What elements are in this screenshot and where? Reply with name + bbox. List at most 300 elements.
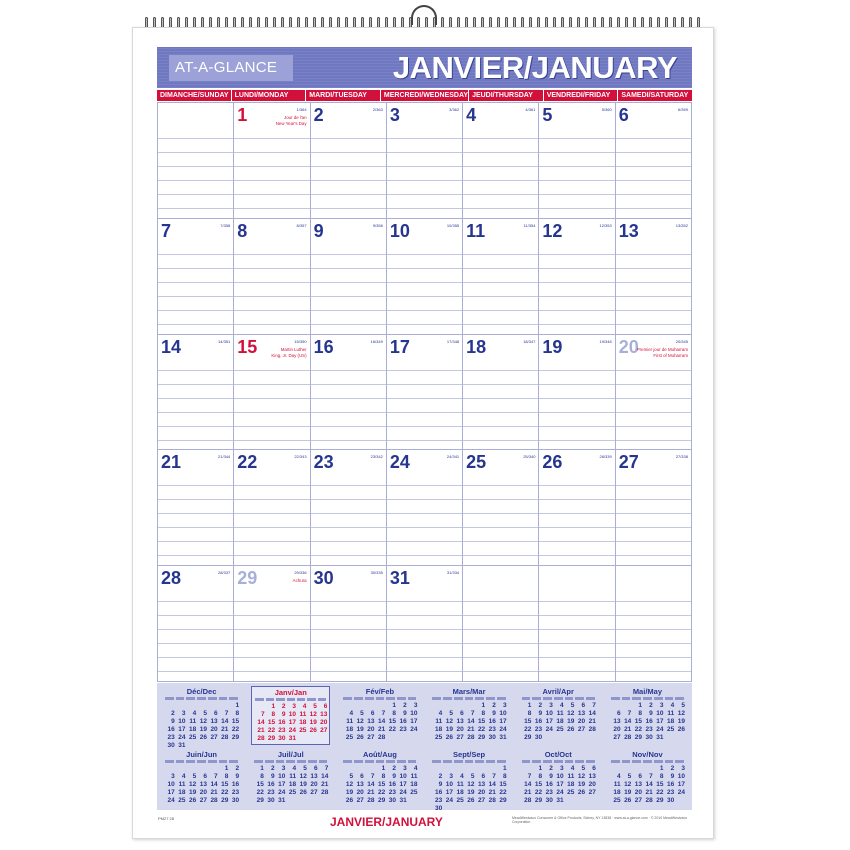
mini-day: 2 bbox=[392, 765, 396, 772]
mini-day: 26 bbox=[677, 726, 685, 733]
weekday-header: MARDI/TUESDAY bbox=[306, 90, 380, 101]
day-cell[interactable] bbox=[158, 103, 234, 219]
day-number: 16 bbox=[313, 336, 334, 357]
mini-day: 23 bbox=[545, 789, 553, 796]
mini-day: 6 bbox=[313, 765, 318, 772]
day-cell[interactable] bbox=[311, 335, 387, 451]
day-cell[interactable] bbox=[463, 566, 539, 682]
mini-day: 10 bbox=[677, 773, 685, 780]
mini-day: 3 bbox=[503, 702, 507, 709]
mini-day: 24 bbox=[499, 726, 507, 733]
mini-day: 22 bbox=[477, 726, 486, 733]
mini-day: 17 bbox=[288, 719, 296, 726]
mini-day: 6 bbox=[638, 773, 643, 780]
day-of-year: 24/341 bbox=[446, 454, 460, 460]
mini-day: 14 bbox=[221, 718, 229, 725]
mini-day: 24 bbox=[288, 727, 296, 734]
mini-day: 13 bbox=[477, 781, 486, 788]
day-cell[interactable] bbox=[539, 103, 615, 219]
mini-day: 20 bbox=[588, 781, 596, 788]
mini-day: 25 bbox=[288, 789, 297, 796]
weekday-header: VENDREDI/FRIDAY bbox=[544, 90, 618, 101]
mini-day: 23 bbox=[434, 797, 443, 804]
mini-day: 7 bbox=[214, 773, 218, 780]
mini-day: 14 bbox=[524, 781, 532, 788]
day-cell[interactable] bbox=[463, 103, 539, 219]
mini-day: 7 bbox=[649, 773, 653, 780]
mini-day: 28 bbox=[321, 789, 329, 796]
mini-day: 30 bbox=[267, 797, 275, 804]
day-of-year: 18/347 bbox=[523, 338, 536, 344]
day-cell[interactable] bbox=[539, 566, 615, 682]
mini-day: 3 bbox=[171, 773, 175, 780]
mini-month bbox=[162, 749, 241, 808]
day-number: 12 bbox=[542, 220, 563, 241]
mini-day: 28 bbox=[221, 734, 229, 741]
mini-day: 27 bbox=[320, 727, 328, 734]
mini-day: 17 bbox=[178, 726, 186, 733]
day-of-year: 23/342 bbox=[370, 454, 383, 460]
day-of-year: 16/349 bbox=[370, 338, 383, 344]
mini-day: 11 bbox=[410, 773, 418, 780]
mini-day: 26 bbox=[577, 789, 586, 796]
mini-day: 20 bbox=[577, 718, 586, 725]
mini-month-name: Nov/Nov bbox=[632, 750, 663, 759]
day-cell[interactable] bbox=[387, 450, 463, 566]
mini-day: 22 bbox=[634, 726, 643, 733]
mini-day: 6 bbox=[581, 702, 586, 709]
day-of-year: 19/346 bbox=[599, 338, 612, 344]
day-number: 19 bbox=[542, 336, 563, 357]
mini-month bbox=[429, 749, 508, 812]
day-of-year: 13/352 bbox=[675, 222, 688, 228]
day-of-year: 11/354 bbox=[523, 222, 536, 228]
mini-day: 16 bbox=[167, 726, 175, 733]
mini-day: 18 bbox=[667, 718, 675, 725]
mini-day: 11 bbox=[613, 781, 621, 788]
mini-day: 27 bbox=[310, 789, 318, 796]
mini-day: 2 bbox=[271, 765, 275, 772]
mini-day: 19 bbox=[467, 789, 475, 796]
holiday-note: Achura bbox=[292, 578, 307, 584]
mini-day: 12 bbox=[356, 718, 364, 725]
mini-day: 3 bbox=[659, 702, 664, 709]
mini-day: 2 bbox=[649, 702, 653, 709]
mini-day: 6 bbox=[360, 773, 364, 780]
mini-day: 7 bbox=[324, 765, 329, 772]
footer-month-title: JANVIER/JANUARY bbox=[330, 815, 443, 829]
mini-day: 21 bbox=[624, 726, 632, 733]
month-grid bbox=[157, 102, 692, 682]
mini-day: 15 bbox=[388, 718, 396, 725]
mini-day: 10 bbox=[399, 773, 407, 780]
mini-day: 4 bbox=[616, 773, 621, 780]
mini-day: 31 bbox=[656, 734, 664, 741]
day-of-year: 26/339 bbox=[599, 454, 612, 460]
mini-day: 11 bbox=[667, 710, 675, 717]
mini-day: 19 bbox=[624, 789, 632, 796]
mini-day: 22 bbox=[534, 789, 543, 796]
mini-day: 12 bbox=[345, 781, 354, 788]
day-number: 26 bbox=[542, 452, 563, 473]
mini-weekday-bar bbox=[431, 697, 506, 701]
day-number: 28 bbox=[161, 568, 182, 589]
mini-day: 24 bbox=[556, 789, 564, 796]
mini-day: 20 bbox=[320, 719, 328, 726]
mini-month bbox=[519, 686, 598, 745]
mini-day: 13 bbox=[199, 781, 207, 788]
day-cell[interactable] bbox=[463, 219, 539, 335]
mini-day: 14 bbox=[321, 773, 329, 780]
mini-day: 25 bbox=[299, 727, 307, 734]
day-cell[interactable] bbox=[234, 566, 310, 682]
mini-day: 14 bbox=[257, 719, 265, 726]
day-cell[interactable] bbox=[158, 566, 234, 682]
mini-calendars-panel bbox=[157, 683, 692, 810]
day-of-year: 28/337 bbox=[218, 570, 231, 576]
mini-day: 12 bbox=[567, 710, 575, 717]
mini-day: 6 bbox=[370, 710, 375, 717]
mini-day: 10 bbox=[656, 710, 664, 717]
mini-month-name: Août/Aug bbox=[363, 750, 397, 759]
mini-day: 26 bbox=[356, 734, 364, 741]
day-of-year: 14/351 bbox=[218, 338, 231, 344]
mini-day: 4 bbox=[559, 702, 564, 709]
day-number: 22 bbox=[237, 452, 258, 473]
mini-day: 1 bbox=[381, 765, 386, 772]
day-cell[interactable] bbox=[387, 566, 463, 682]
mini-month bbox=[608, 686, 687, 745]
day-cell[interactable] bbox=[616, 566, 692, 682]
mini-day: 20 bbox=[310, 781, 318, 788]
mini-day: 6 bbox=[323, 703, 328, 710]
mini-day: 26 bbox=[467, 797, 475, 804]
mini-day: 20 bbox=[634, 789, 643, 796]
day-cell[interactable] bbox=[158, 450, 234, 566]
mini-day: 22 bbox=[524, 726, 532, 733]
mini-day: 27 bbox=[634, 797, 643, 804]
mini-month bbox=[251, 749, 330, 808]
mini-day: 30 bbox=[645, 734, 653, 741]
mini-day: 9 bbox=[281, 711, 286, 718]
day-number: 6 bbox=[618, 105, 629, 125]
day-cell[interactable] bbox=[387, 335, 463, 451]
day-number: 30 bbox=[313, 568, 334, 589]
mini-day: 5 bbox=[303, 765, 307, 772]
day-number: 9 bbox=[313, 220, 324, 241]
day-of-year: 9/356 bbox=[372, 222, 383, 228]
mini-day: 26 bbox=[345, 797, 354, 804]
mini-day: 27 bbox=[367, 734, 375, 741]
mini-day: 10 bbox=[545, 710, 553, 717]
mini-weekday-bar bbox=[164, 760, 239, 764]
mini-day: 5 bbox=[360, 710, 364, 717]
mini-day: 18 bbox=[410, 781, 418, 788]
mini-day: 1 bbox=[271, 703, 276, 710]
day-number: 14 bbox=[161, 336, 182, 357]
day-cell[interactable] bbox=[234, 335, 310, 451]
mini-month bbox=[519, 749, 598, 808]
mini-day: 15 bbox=[634, 718, 643, 725]
day-cell[interactable] bbox=[311, 450, 387, 566]
mini-day: 22 bbox=[231, 726, 240, 733]
day-cell[interactable] bbox=[616, 335, 692, 451]
mini-day: 29 bbox=[378, 797, 386, 804]
mini-day: 5 bbox=[470, 773, 475, 780]
mini-day: 19 bbox=[445, 726, 453, 733]
day-cell[interactable] bbox=[311, 566, 387, 682]
mini-month-days bbox=[164, 765, 239, 805]
mini-day: 8 bbox=[527, 710, 532, 717]
mini-day: 25 bbox=[345, 734, 354, 741]
mini-day: 1 bbox=[481, 702, 486, 709]
mini-day: 21 bbox=[645, 789, 653, 796]
day-cell[interactable] bbox=[311, 219, 387, 335]
mini-day: 23 bbox=[667, 789, 675, 796]
day-cell[interactable] bbox=[463, 335, 539, 451]
mini-day: 28 bbox=[588, 726, 596, 733]
mini-day: 3 bbox=[549, 702, 553, 709]
mini-day: 18 bbox=[345, 726, 354, 733]
day-cell[interactable] bbox=[616, 103, 692, 219]
mini-day: 20 bbox=[456, 726, 464, 733]
mini-day: 9 bbox=[438, 781, 443, 788]
mini-day: 4 bbox=[349, 710, 354, 717]
mini-day: 21 bbox=[588, 718, 596, 725]
holiday-note: Premier jour de Muharram First of Muharram bbox=[636, 346, 688, 358]
mini-day: 16 bbox=[434, 789, 443, 796]
mini-day: 10 bbox=[288, 711, 296, 718]
mini-day: 16 bbox=[388, 781, 396, 788]
day-number: 18 bbox=[466, 336, 487, 357]
day-of-year: 2/363 bbox=[372, 107, 383, 112]
mini-day: 29 bbox=[267, 735, 276, 742]
mini-day: 20 bbox=[356, 789, 364, 796]
mini-day: 22 bbox=[388, 726, 396, 733]
mini-day: 27 bbox=[613, 734, 621, 741]
mini-day: 14 bbox=[645, 781, 653, 788]
mini-day: 10 bbox=[556, 773, 564, 780]
mini-month-days bbox=[342, 765, 417, 805]
mini-weekday-bar bbox=[253, 760, 328, 764]
weekday-header: MERCREDI/WEDNESDAY bbox=[381, 90, 468, 101]
mini-day: 8 bbox=[638, 710, 643, 717]
mini-day: 15 bbox=[221, 781, 229, 788]
day-cell[interactable] bbox=[463, 450, 539, 566]
mini-day: 26 bbox=[199, 734, 207, 741]
mini-day: 11 bbox=[178, 781, 186, 788]
mini-day: 28 bbox=[467, 734, 475, 741]
mini-day: 25 bbox=[613, 797, 621, 804]
mini-day: 5 bbox=[349, 773, 354, 780]
mini-day: 28 bbox=[378, 734, 386, 741]
mini-day: 19 bbox=[199, 726, 207, 733]
mini-day: 1 bbox=[235, 702, 240, 709]
mini-day: 14 bbox=[378, 718, 386, 725]
mini-day: 10 bbox=[445, 781, 453, 788]
mini-day: 10 bbox=[167, 781, 175, 788]
mini-day: 20 bbox=[477, 789, 486, 796]
day-of-year: 4/361 bbox=[525, 107, 536, 112]
mini-day: 21 bbox=[467, 726, 475, 733]
day-cell[interactable] bbox=[539, 450, 615, 566]
mini-day: 26 bbox=[567, 726, 575, 733]
mini-day: 30 bbox=[534, 734, 543, 741]
mini-day: 31 bbox=[288, 735, 296, 742]
mini-day: 1 bbox=[638, 702, 643, 709]
day-cell[interactable] bbox=[158, 335, 234, 451]
mini-day: 24 bbox=[410, 726, 418, 733]
day-cell[interactable] bbox=[539, 219, 615, 335]
mini-day: 7 bbox=[224, 710, 229, 717]
day-of-year: 6/359 bbox=[677, 107, 688, 112]
mini-month-days bbox=[431, 702, 506, 742]
mini-day: 4 bbox=[570, 765, 575, 772]
mini-day: 24 bbox=[178, 734, 186, 741]
mini-day: 4 bbox=[413, 765, 418, 772]
mini-month-days bbox=[431, 765, 506, 813]
mini-day: 12 bbox=[624, 781, 632, 788]
day-of-year: 22/343 bbox=[294, 454, 307, 460]
weekday-header: JEUDI/THURSDAY bbox=[469, 90, 543, 101]
mini-day: 21 bbox=[210, 789, 218, 796]
day-of-year: 29/336 bbox=[294, 570, 307, 576]
day-number: 21 bbox=[161, 452, 182, 473]
mini-day: 31 bbox=[399, 797, 407, 804]
mini-day: 4 bbox=[181, 773, 186, 780]
mini-month-name: Fév/Feb bbox=[365, 687, 395, 696]
mini-day: 31 bbox=[278, 797, 286, 804]
mini-weekday-bar bbox=[342, 760, 417, 764]
mini-day: 7 bbox=[492, 773, 496, 780]
mini-month-days bbox=[521, 702, 596, 742]
mini-day: 15 bbox=[267, 719, 276, 726]
mini-month-name: Avril/Apr bbox=[542, 687, 574, 696]
mini-day: 16 bbox=[278, 719, 286, 726]
mini-day: 18 bbox=[556, 718, 564, 725]
day-of-year: 20/345 bbox=[675, 338, 688, 344]
mini-day: 11 bbox=[556, 710, 564, 717]
mini-day: 11 bbox=[346, 718, 354, 725]
mini-day: 10 bbox=[410, 710, 418, 717]
mini-day: 14 bbox=[210, 781, 218, 788]
mini-day: 8 bbox=[235, 710, 240, 717]
mini-day: 15 bbox=[499, 781, 507, 788]
mini-day: 8 bbox=[392, 710, 396, 717]
mini-day: 22 bbox=[378, 789, 386, 796]
mini-day: 19 bbox=[567, 718, 575, 725]
day-number: 20 bbox=[618, 336, 639, 357]
mini-day: 8 bbox=[481, 710, 486, 717]
mini-day: 23 bbox=[534, 726, 543, 733]
day-of-year: 3/362 bbox=[449, 107, 460, 112]
mini-day: 3 bbox=[413, 702, 418, 709]
day-cell[interactable] bbox=[539, 335, 615, 451]
day-of-year: 17/348 bbox=[446, 338, 460, 344]
mini-day: 8 bbox=[260, 773, 264, 780]
mini-day: 11 bbox=[567, 773, 575, 780]
mini-day: 4 bbox=[438, 710, 443, 717]
mini-day: 26 bbox=[445, 734, 453, 741]
mini-day: 17 bbox=[677, 781, 685, 788]
mini-day: 8 bbox=[659, 773, 664, 780]
mini-day: 26 bbox=[299, 789, 307, 796]
day-cell[interactable] bbox=[234, 450, 310, 566]
day-cell[interactable] bbox=[234, 219, 310, 335]
mini-day: 18 bbox=[188, 726, 197, 733]
day-number: 24 bbox=[389, 452, 410, 473]
mini-day: 29 bbox=[231, 734, 240, 741]
mini-day: 23 bbox=[278, 727, 286, 734]
mini-day: 27 bbox=[477, 797, 486, 804]
mini-day: 21 bbox=[257, 727, 265, 734]
mini-day: 2 bbox=[438, 773, 443, 780]
mini-day: 24 bbox=[677, 789, 685, 796]
mini-day: 27 bbox=[577, 726, 586, 733]
mini-day: 4 bbox=[670, 702, 675, 709]
mini-day: 30 bbox=[434, 805, 443, 812]
mini-day: 22 bbox=[256, 789, 264, 796]
holiday-note: Jour de l'an New Year's Day bbox=[275, 115, 307, 126]
weekday-header: DIMANCHE/SUNDAY bbox=[157, 90, 231, 101]
day-cell[interactable] bbox=[234, 103, 310, 219]
day-cell[interactable] bbox=[311, 103, 387, 219]
mini-day: 17 bbox=[499, 718, 507, 725]
mini-day: 14 bbox=[624, 718, 632, 725]
mini-day: 29 bbox=[534, 797, 543, 804]
mini-day: 3 bbox=[449, 773, 453, 780]
mini-day: 12 bbox=[199, 718, 207, 725]
mini-day: 10 bbox=[178, 718, 186, 725]
day-number: 29 bbox=[237, 568, 258, 589]
mini-month bbox=[608, 749, 687, 808]
mini-day: 13 bbox=[210, 718, 218, 725]
day-cell[interactable] bbox=[158, 219, 234, 335]
mini-day: 17 bbox=[167, 789, 175, 796]
day-number: 4 bbox=[466, 105, 477, 125]
mini-day: 15 bbox=[256, 781, 264, 788]
day-of-year: 31/334 bbox=[446, 570, 460, 576]
mini-day: 30 bbox=[167, 742, 175, 749]
mini-day: 22 bbox=[221, 789, 229, 796]
day-number: 10 bbox=[389, 220, 410, 241]
mini-day: 21 bbox=[367, 789, 375, 796]
weekday-header: SAMEDI/SATURDAY bbox=[618, 90, 692, 101]
day-cell[interactable] bbox=[616, 219, 692, 335]
mini-day: 1 bbox=[224, 765, 229, 772]
mini-day: 16 bbox=[231, 781, 240, 788]
mini-month-name: Juil/Jul bbox=[277, 750, 304, 759]
footer-fine-print: MeadWestvaco Consumer & Office Products, Sidney, NY 13838 · www.at-a-glance.com · © 2010 MeadWestvaco Corporation bbox=[512, 816, 688, 824]
mini-day: 15 bbox=[378, 781, 386, 788]
mini-month-name: Mars/Mar bbox=[452, 687, 486, 696]
mini-day: 30 bbox=[388, 797, 396, 804]
mini-day: 21 bbox=[524, 789, 532, 796]
day-cell[interactable] bbox=[387, 219, 463, 335]
mini-day: 29 bbox=[656, 797, 664, 804]
day-cell[interactable] bbox=[616, 450, 692, 566]
mini-day: 17 bbox=[410, 718, 418, 725]
mini-day: 15 bbox=[477, 718, 486, 725]
mini-month bbox=[340, 749, 419, 808]
day-cell[interactable] bbox=[387, 103, 463, 219]
mini-day: 3 bbox=[292, 703, 296, 710]
mini-day: 8 bbox=[381, 773, 386, 780]
mini-day: 16 bbox=[399, 718, 407, 725]
mini-day: 14 bbox=[367, 781, 375, 788]
mini-day: 27 bbox=[210, 734, 218, 741]
day-of-year: 30/335 bbox=[370, 570, 383, 576]
